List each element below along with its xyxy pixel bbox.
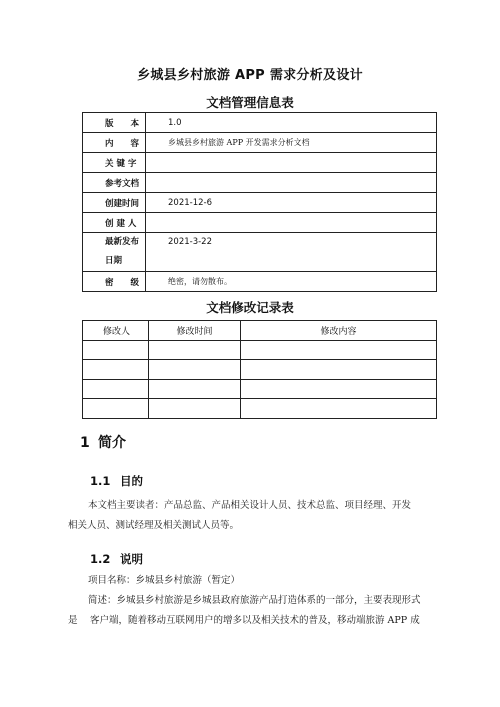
section-title: 简介 xyxy=(98,435,126,451)
info-row-creator xyxy=(83,213,437,233)
paragraph-line: 相关人员、测试经理及相关测试人员等。 xyxy=(68,520,240,531)
info-value: 2021-12-6 xyxy=(146,193,437,213)
revision-row xyxy=(83,379,437,399)
info-label: 版 本 xyxy=(83,113,146,133)
revision-cell xyxy=(83,379,149,399)
revision-header-time: 修改时间 xyxy=(149,321,241,341)
section-number: 1 xyxy=(80,435,90,451)
revision-row xyxy=(83,399,437,419)
revision-row xyxy=(83,340,437,360)
paragraph-line: 本文档主要读者：产品总监、产品相关设计人员、技术总监、项目经理、开发 xyxy=(88,500,412,511)
section-title: 目的 xyxy=(120,474,143,488)
info-table-title: 文档管理信息表 xyxy=(206,95,294,110)
revision-header-content: 修改内容 xyxy=(241,321,437,341)
revision-cell xyxy=(83,340,149,360)
section-title: 说明 xyxy=(120,552,143,566)
info-label-line2: 日期 xyxy=(105,256,123,266)
info-label: 密 级 xyxy=(83,272,146,292)
document-info-table xyxy=(82,112,437,292)
description-paragraph xyxy=(68,571,453,631)
revision-cell xyxy=(83,399,149,419)
info-value: 1.0 xyxy=(146,113,437,133)
section-1-1-heading xyxy=(90,473,143,489)
revision-record-table xyxy=(82,320,437,419)
info-row-reference xyxy=(83,173,437,193)
info-value: 绝密，请勿散布。 xyxy=(146,272,437,292)
paragraph-line: 简述：乡城县乡村旅游是乡城县政府旅游产品打造体系的一部分，主要表现形式 xyxy=(88,595,421,606)
section-1-heading xyxy=(80,432,126,452)
revision-cell xyxy=(149,399,241,419)
revision-row xyxy=(83,360,437,380)
purpose-paragraph xyxy=(68,496,453,536)
section-number: 1.1 xyxy=(90,474,111,488)
info-label xyxy=(83,233,146,272)
info-row-keywords xyxy=(83,153,437,173)
info-label: 参考文档 xyxy=(83,173,146,193)
revision-cell xyxy=(241,379,437,399)
info-value: 2021-3-22 xyxy=(146,233,437,272)
revision-cell xyxy=(241,340,437,360)
revision-cell xyxy=(241,360,437,380)
paragraph-line: 是 客户端，随着移动互联网用户的增多以及相关技术的普及，移动端旅游 APP 成 xyxy=(68,615,420,626)
info-row-created-time xyxy=(83,193,437,213)
info-value xyxy=(146,153,437,173)
info-label: 关 键 字 xyxy=(83,153,146,173)
info-value: 乡城县乡村旅游 APP 开发需求分析文档 xyxy=(146,133,437,153)
revision-header-modifier: 修改人 xyxy=(83,321,149,341)
revision-table-title: 文档修改记录表 xyxy=(206,300,294,315)
info-value xyxy=(146,213,437,233)
info-row-release-date xyxy=(83,233,437,272)
paragraph-line: 项目名称：乡城县乡村旅游（暂定） xyxy=(88,575,241,586)
section-number: 1.2 xyxy=(90,552,111,566)
info-label-line1: 最新发布 xyxy=(105,237,140,247)
revision-cell xyxy=(241,399,437,419)
revision-cell xyxy=(83,360,149,380)
info-label: 内 容 xyxy=(83,133,146,153)
info-row-version xyxy=(83,113,437,133)
revision-header-row xyxy=(83,321,437,341)
info-label: 创建时间 xyxy=(83,193,146,213)
revision-cell xyxy=(149,379,241,399)
info-label: 创 建 人 xyxy=(83,213,146,233)
document-title: 乡城县乡村旅游 APP 需求分析及设计 xyxy=(137,68,363,83)
info-value xyxy=(146,173,437,193)
info-row-security xyxy=(83,272,437,292)
revision-cell xyxy=(149,340,241,360)
section-1-2-heading xyxy=(90,551,143,567)
revision-cell xyxy=(149,360,241,380)
info-row-content xyxy=(83,133,437,153)
